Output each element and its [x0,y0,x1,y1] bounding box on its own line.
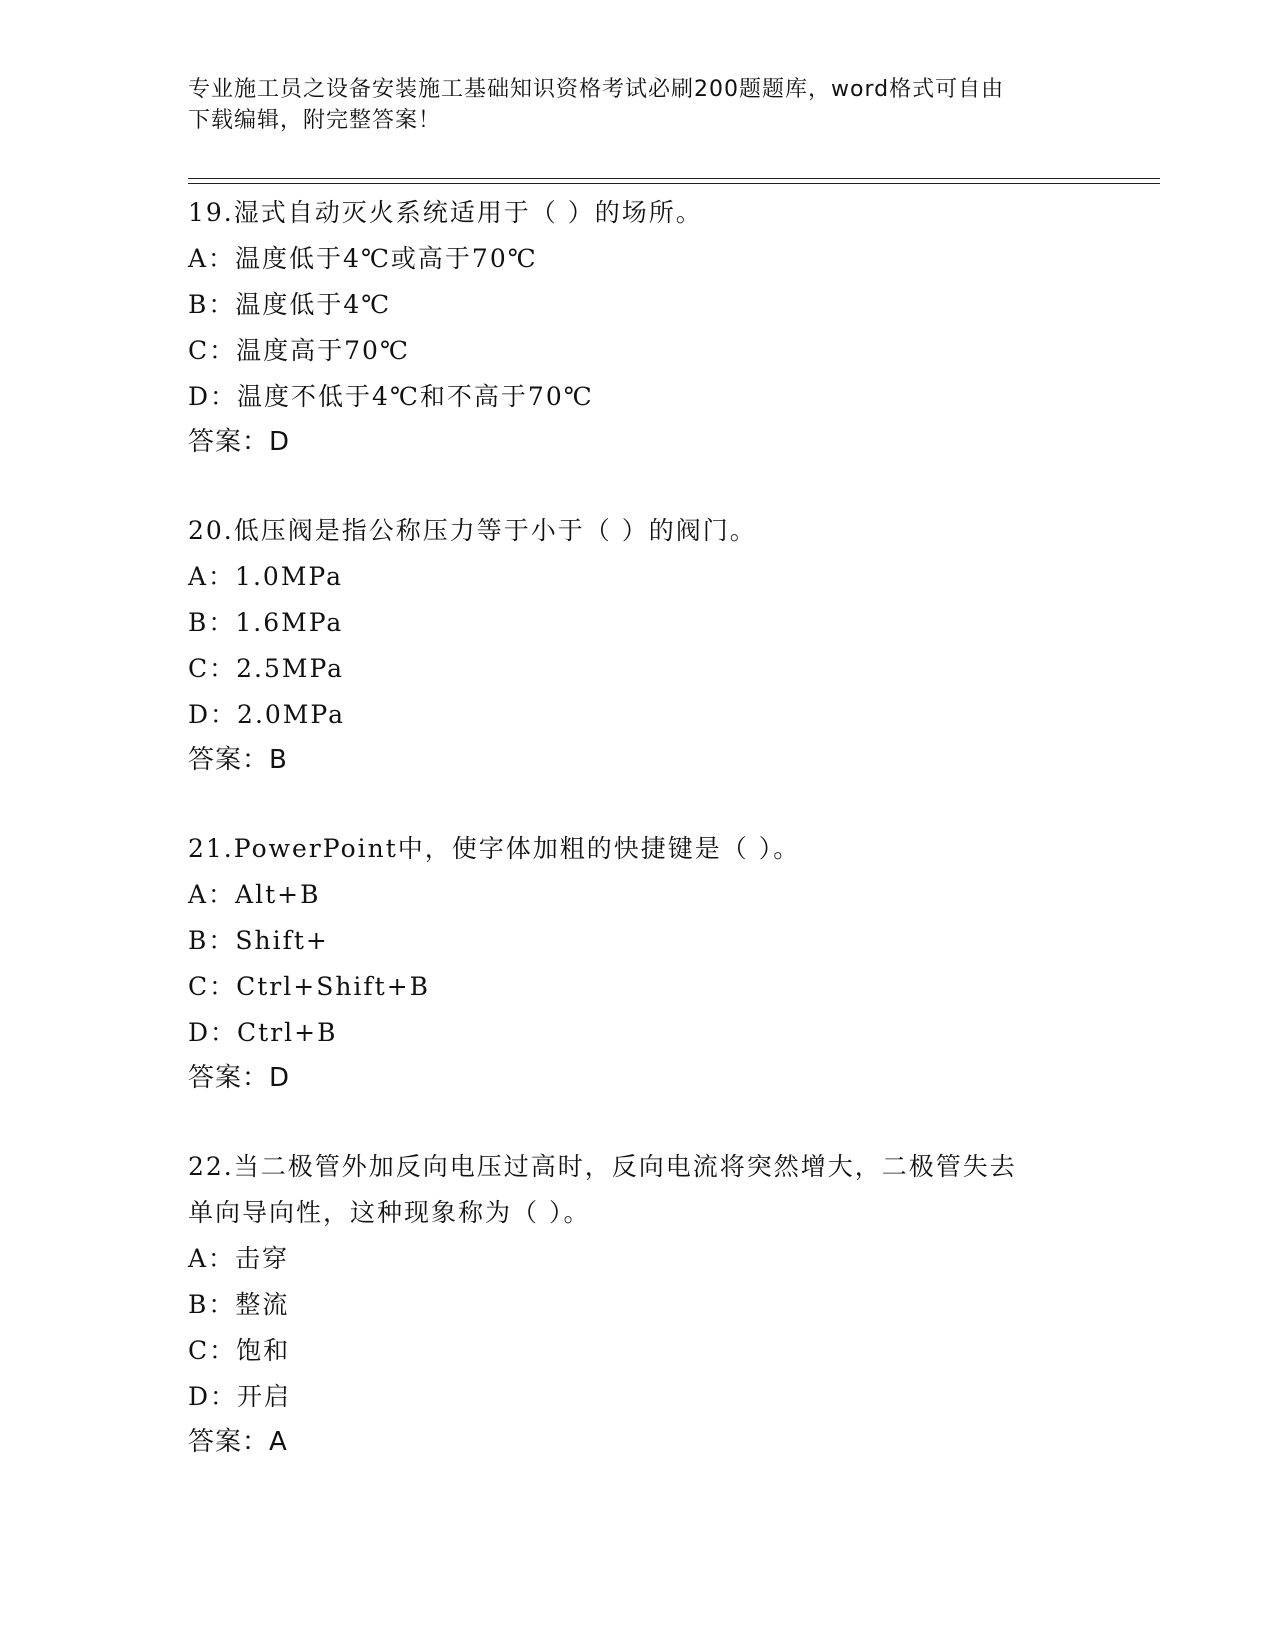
option-d: D：Ctrl+B [188,1018,338,1047]
question-stem: 19.湿式自动灭火系统适用于（ ）的场所。 [188,198,703,227]
option-a: A：Alt+B [188,880,321,909]
option-a: A：1.0MPa [188,562,344,591]
option-c: C：饱和 [188,1336,291,1365]
option-a: A：击穿 [188,1244,290,1273]
header-line-1: 专业施工员之设备安装施工基础知识资格考试必刷200题题库，word格式可自由 [188,77,1005,102]
option-d: D：2.0MPa [188,700,346,729]
option-d: D：开启 [188,1382,292,1411]
answer-label: 答案：A [188,1427,288,1457]
option-b: B：1.6MPa [188,608,344,637]
question-list [188,190,1088,1508]
question-19 [188,190,1088,464]
question-stem-line-2: 单向导向性，这种现象称为（ ）。 [188,1198,591,1227]
header-divider-bottom [188,183,1160,184]
document-header [188,74,1088,136]
option-c: C：温度高于70℃ [188,336,410,365]
answer-label: 答案：D [188,1063,291,1093]
answer-label: 答案：D [188,427,291,457]
question-22 [188,1144,1088,1464]
answer-label: 答案：B [188,745,288,775]
option-a: A：温度低于4℃或高于70℃ [188,244,538,273]
header-divider-top [188,178,1160,179]
question-stem-line-1: 22.当二极管外加反向电压过高时，反向电流将突然增大，二极管失去 [188,1152,1017,1181]
option-b: B：Shift+ [188,926,329,955]
question-21 [188,826,1088,1100]
question-stem: 21.PowerPoint中，使字体加粗的快捷键是（ ）。 [188,834,801,863]
option-b: B：温度低于4℃ [188,290,392,319]
option-c: C：2.5MPa [188,654,345,683]
header-line-2: 下载编辑，附完整答案！ [188,108,442,133]
option-d: D：温度不低于4℃和不高于70℃ [188,382,594,411]
option-b: B：整流 [188,1290,290,1319]
question-20 [188,508,1088,782]
option-c: C：Ctrl+Shift+B [188,972,431,1001]
question-stem: 20.低压阀是指公称压力等于小于（ ）的阀门。 [188,516,757,545]
